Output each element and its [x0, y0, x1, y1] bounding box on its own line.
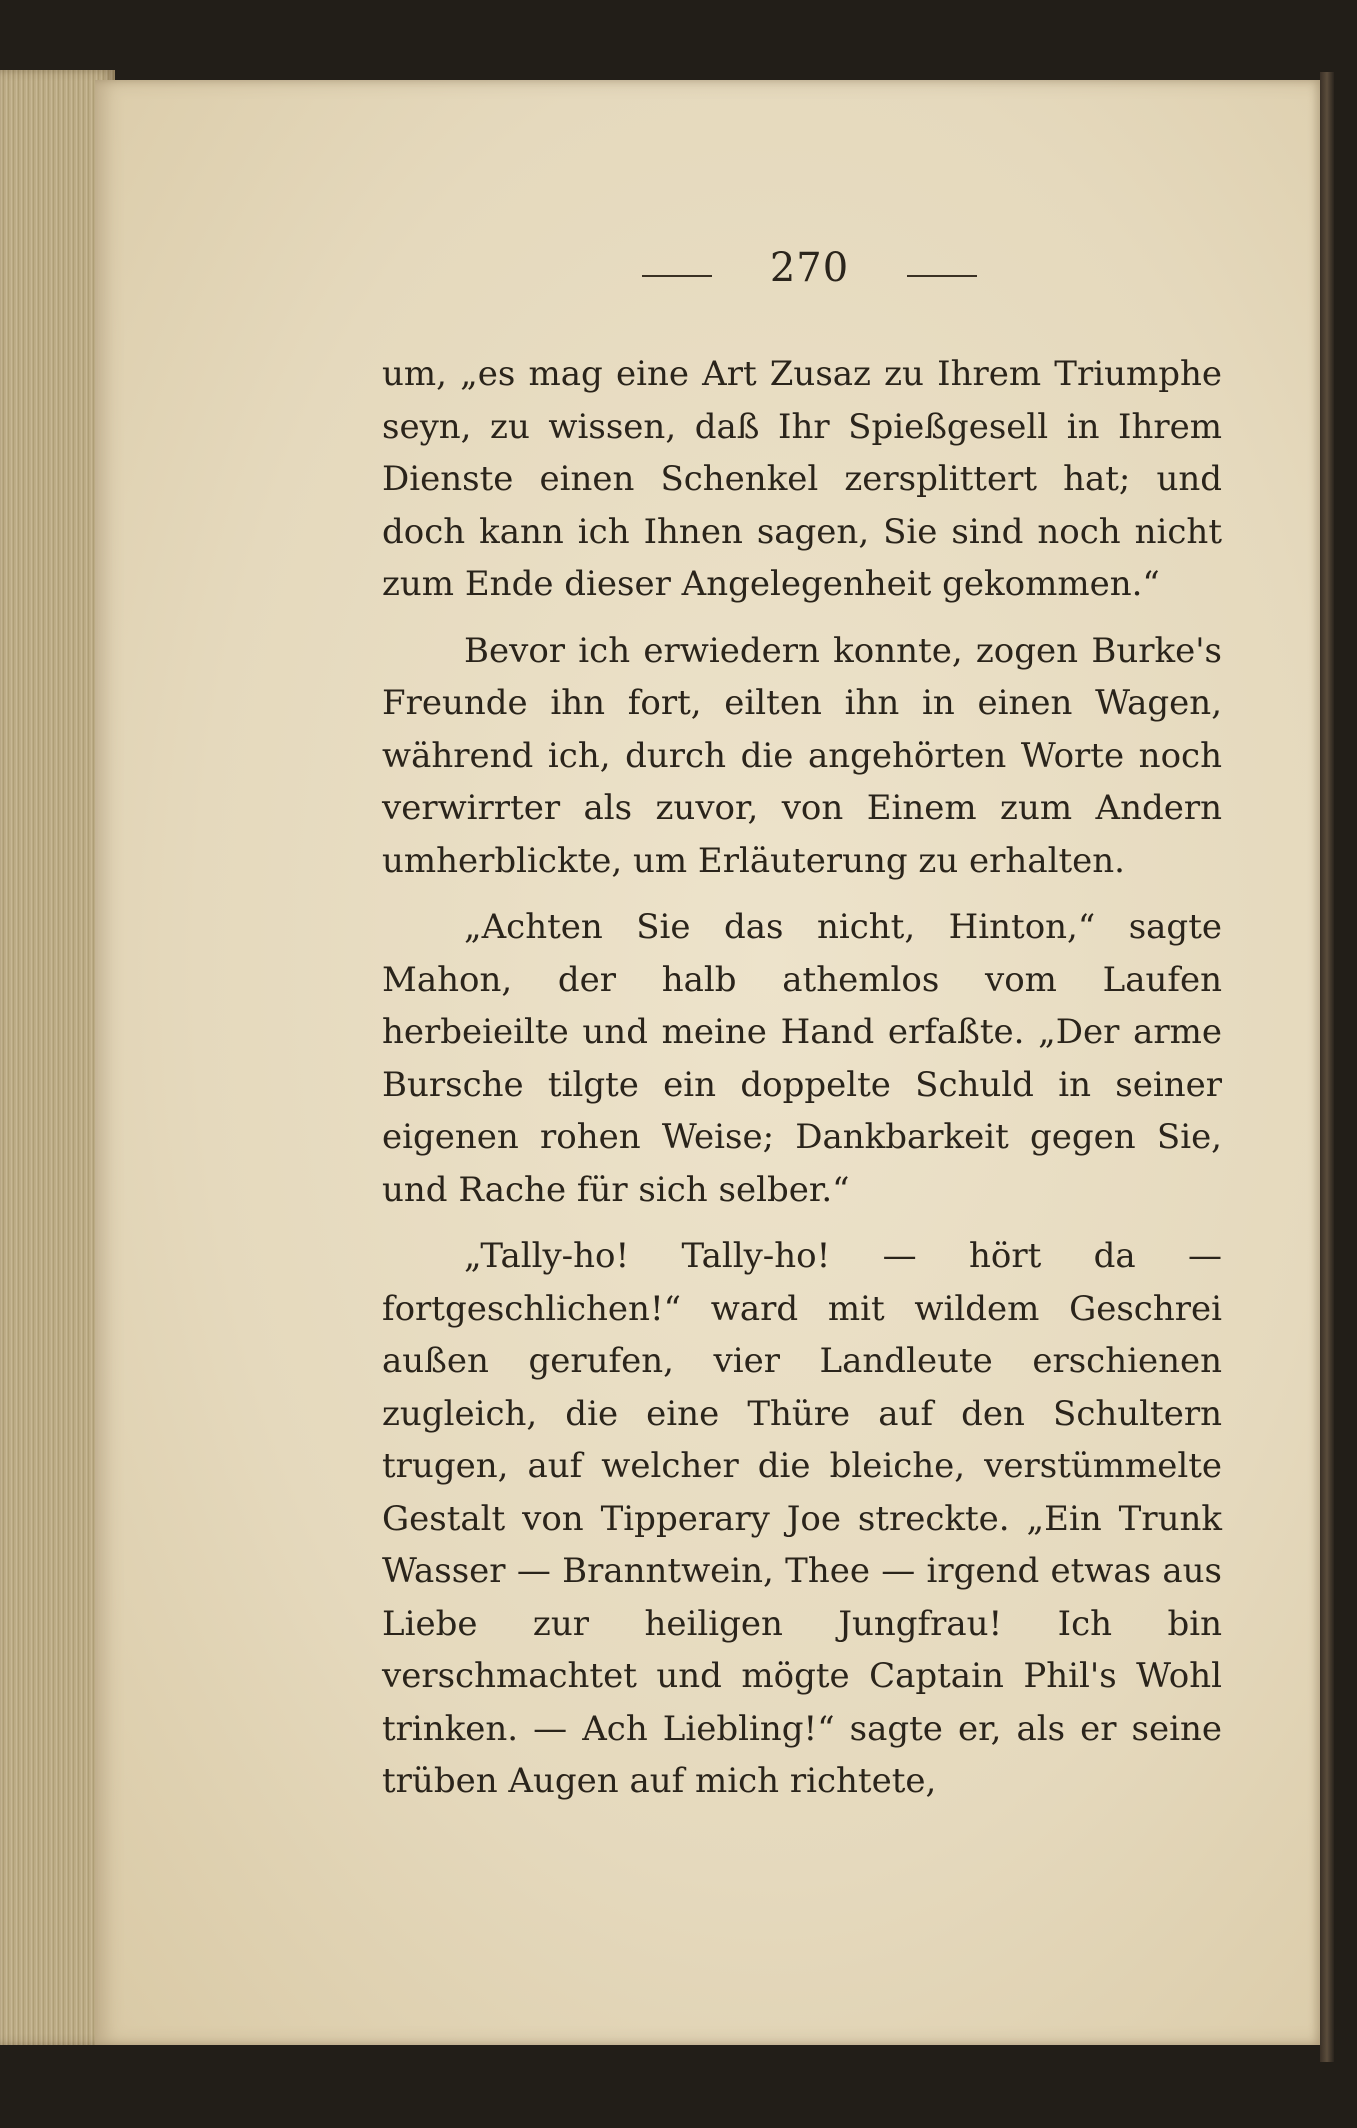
page-number: 270	[769, 245, 850, 291]
paragraph: „Tally-ho! Tally-ho! — hört da — fortgeschlichen!“ ward mit wildem Geschrei außen gerufen, vier Landleute erschienen zugleich, die eine Thüre auf den Schultern trugen, auf welcher die bleiche, verstümmelte Gestalt von Tipperary Joe streckte. „Ein Trunk Wasser — Branntwein, Thee — irgend etwas aus Liebe zur heiligen Jungfrau! Ich bin verschmachtet und mögte Captain Phil's Wohl trinken. — Ach Liebling!“ sagte er, als er seine trüben Augen auf mich richtete,	[382, 1236, 1222, 1801]
header-rule-left	[642, 275, 712, 277]
paragraph: „Achten Sie das nicht, Hinton,“ sagte Mahon, der halb athemlos vom Laufen herbeieilte und meine Hand erfaßte. „Der arme Bursche tilgte ein doppelte Schuld in seiner eigenen rohen Weise; Dankbarkeit gegen Sie, und Rache für sich selber.“	[382, 907, 1222, 1210]
page-gutter	[1320, 72, 1334, 2062]
body-text	[382, 348, 1222, 1808]
header-rule-right	[907, 275, 977, 277]
paragraph: um, „es mag eine Art Zusaz zu Ihrem Triumphe seyn, zu wissen, daß Ihr Spießgesell in Ihrem Dienste einen Schenkel zersplittert hat; und doch kann ich Ihnen sagen, Sie sind noch nicht zum Ende dieser Angelegenheit gekommen.“	[382, 354, 1222, 604]
paragraph: Bevor ich erwiedern konnte, zogen Burke's Freunde ihn fort, eilten ihn in einen Wagen, während ich, durch die angehörten Worte noch verwirrter als zuvor, von Einem zum Andern umherblickte, um Erläuterung zu erhalten.	[382, 630, 1222, 881]
